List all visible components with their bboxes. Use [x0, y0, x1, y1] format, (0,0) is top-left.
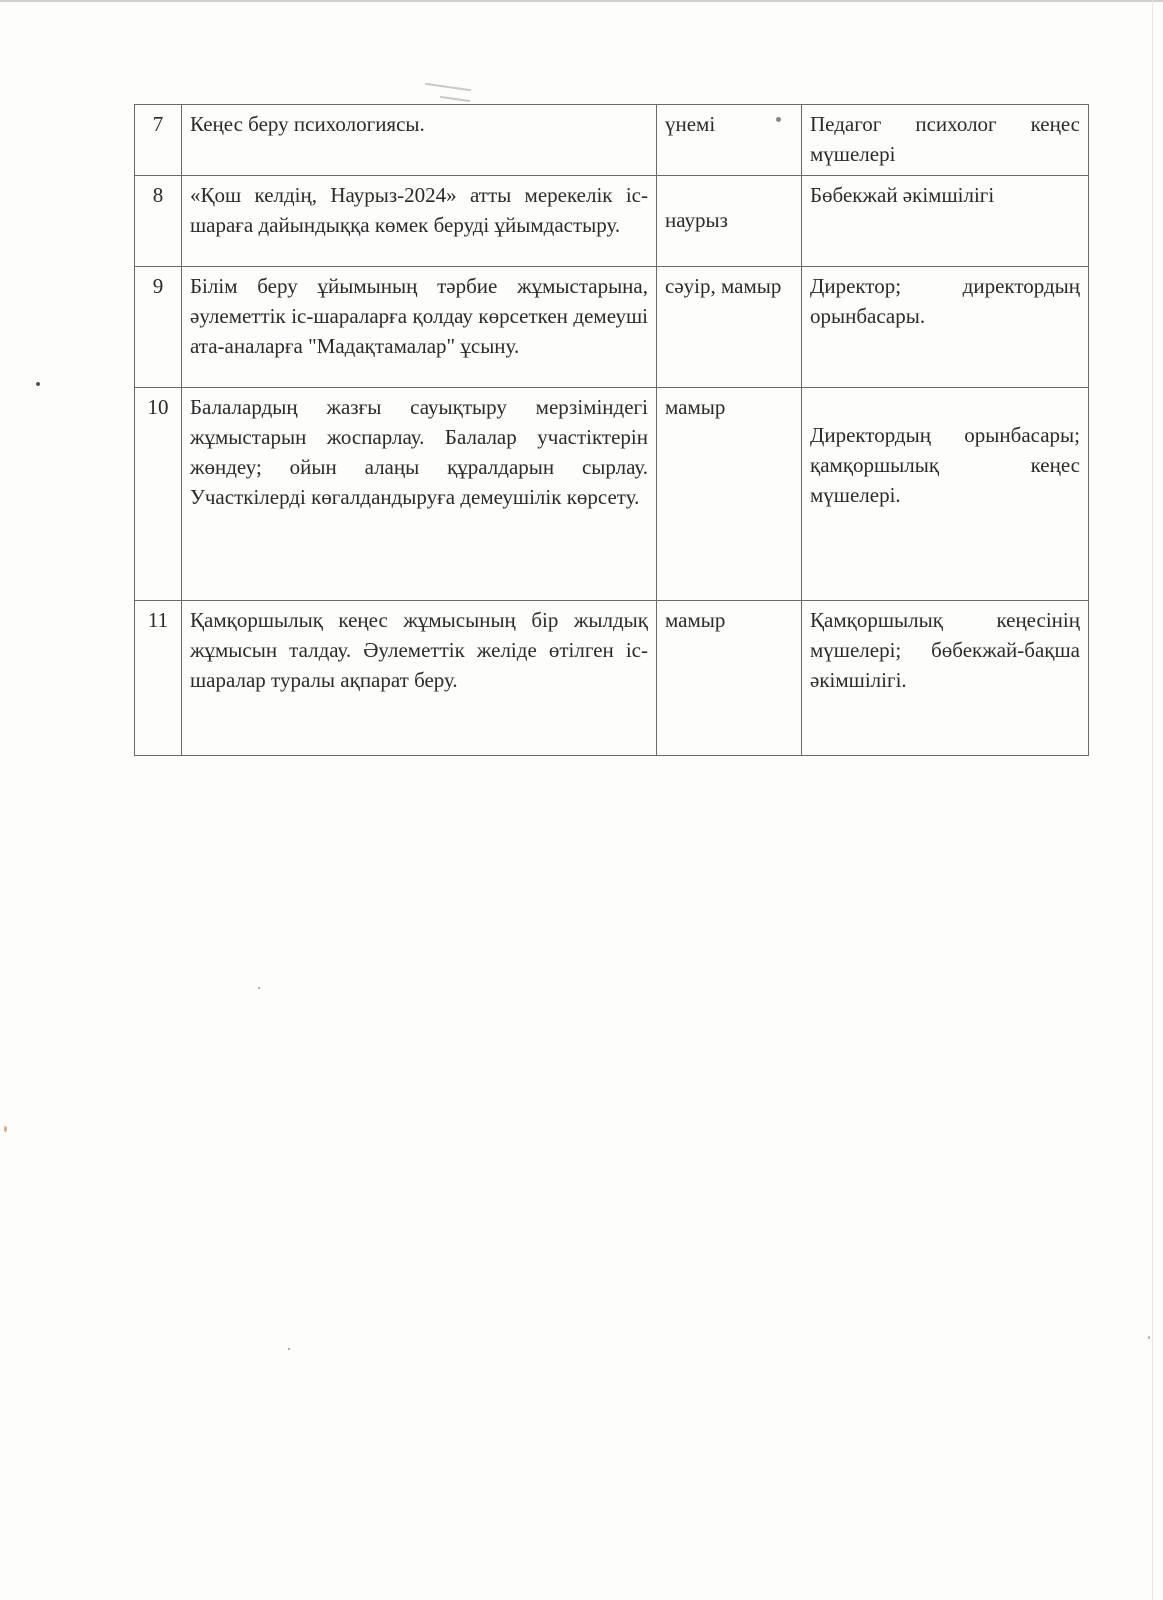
- row-number: 9: [135, 267, 182, 388]
- table-row: [135, 176, 1089, 267]
- table-row: [135, 267, 1089, 388]
- table-row: [135, 105, 1089, 176]
- scan-speck: [1148, 1336, 1150, 1339]
- page-edge: [1152, 0, 1153, 1600]
- table-row: [135, 388, 1089, 601]
- date-cell: мамыр: [657, 601, 802, 756]
- row-number: 11: [135, 601, 182, 756]
- scan-smudge: [440, 96, 470, 102]
- row-number: 8: [135, 176, 182, 267]
- responsible-cell: Директордың орынбасары; қамқоршылық кеңес мүшелері.: [802, 388, 1089, 601]
- row-number: 10: [135, 388, 182, 601]
- date-cell: мамыр: [657, 388, 802, 601]
- responsible-cell: Қамқоршылық кеңесінің мүшелері; бөбекжай-бақша әкімшілігі.: [802, 601, 1089, 756]
- responsible-cell: Директор; директордың орынбасары.: [802, 267, 1089, 388]
- scan-speck: [258, 987, 260, 989]
- action-cell: «Қош келдің, Наурыз-2024» атты мерекелік іс-шараға дайындыққа көмек беруді ұйымдастыру.: [182, 176, 657, 267]
- responsible-cell: Педагог психолог кеңес мүшелері: [802, 105, 1089, 176]
- scan-speck: [288, 1348, 290, 1350]
- action-cell: Қамқоршылық кеңес жұмысының бір жылдық жұмысын талдау. Әулеметтік желіде өтілген іс-шаралар туралы ақпарат беру.: [182, 601, 657, 756]
- row-number: 7: [135, 105, 182, 176]
- table-row: [135, 601, 1089, 756]
- scan-speck: [36, 382, 40, 386]
- action-cell: Кеңес беру психологиясы.: [182, 105, 657, 176]
- scan-speck: [4, 1126, 7, 1132]
- date-cell: наурыз: [657, 176, 802, 267]
- scan-smudge: [425, 83, 471, 91]
- action-cell: Балалардың жазғы сауықтыру мерзіміндегі жұмыстарын жоспарлау. Балалар участіктерін жөндеу; ойын алаңы құралдарын сырлау. Участкілерді көгалдандыруға демеушілік көрсету.: [182, 388, 657, 601]
- responsible-cell: Бөбекжай әкімшілігі: [802, 176, 1089, 267]
- page-edge: [0, 0, 1163, 2]
- date-cell: сәуір, мамыр: [657, 267, 802, 388]
- plan-table: [134, 104, 1089, 756]
- action-cell: Білім беру ұйымының тәрбие жұмыстарына, әулеметтік іс-шараларға қолдау көрсеткен демеуші ата-аналарға "Мадақтамалар" ұсыну.: [182, 267, 657, 388]
- date-cell: үнемі: [657, 105, 802, 176]
